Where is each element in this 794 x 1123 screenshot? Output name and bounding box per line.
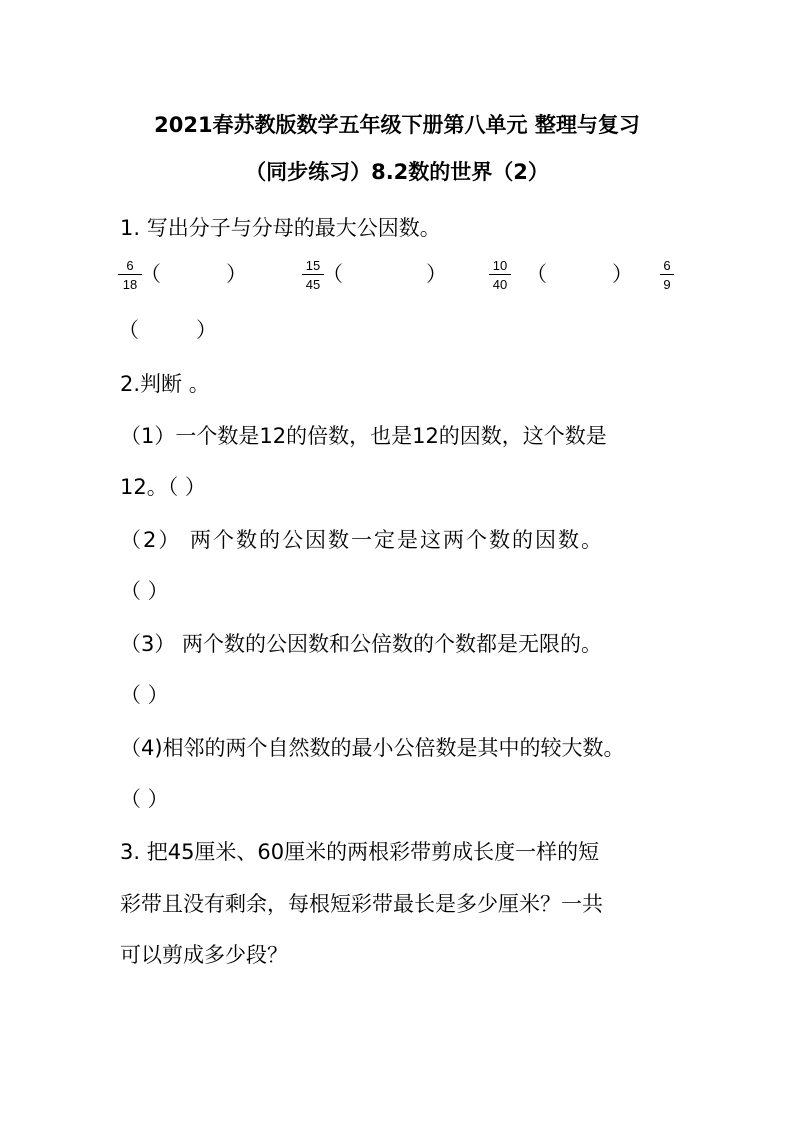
answer-blank-1-open: （ [140,262,161,286]
fraction-2-bar [302,274,324,275]
fraction-3-denominator: 40 [492,277,508,292]
judge-item-3-answer: （ ） [120,683,169,707]
fraction-3-bar [489,274,511,275]
judge-item-2-answer: （ ） [120,579,169,603]
fraction-3-numerator: 10 [492,258,508,273]
question-3-line-2: 彩带且没有剩余，每根短彩带最长是多少厘米？一共 [120,892,603,916]
answer-blank-4-close: ） [196,318,217,342]
judge-item-4-answer: （ ） [120,787,169,811]
page-title: 2021春苏教版数学五年级下册第八单元 整理与复习 [154,113,640,137]
answer-blank-2-close: ） [426,262,447,286]
fraction-4-bar [660,274,674,275]
fraction-2-numerator: 15 [305,258,321,273]
fraction-1-denominator: 18 [122,277,138,292]
fraction-1-bar [118,274,142,275]
fraction-2-denominator: 45 [305,277,321,292]
page-subtitle: （同步练习）8.2数的世界（2） [245,160,549,184]
fraction-2 [302,258,324,292]
fraction-3 [489,258,511,292]
judge-item-1-text: （1）一个数是12的倍数，也是12的因数，这个数是 [120,424,607,448]
answer-blank-3-close: ） [612,262,633,286]
fraction-4-denominator: 9 [663,277,671,292]
fraction-1-numerator: 6 [126,258,134,273]
question-2-prompt: 2.判断 。 [120,372,210,396]
question-1-prompt: 1. 写出分子与分母的最大公因数。 [120,216,441,240]
question-3-line-3: 可以剪成多少段？ [120,943,288,967]
answer-blank-4-open: （ [118,318,139,342]
answer-blank-1-close: ） [226,262,247,286]
question-3-line-1: 3. 把45厘米、60厘米的两根彩带剪成长度一样的短 [120,840,600,864]
judge-item-2-text: （2） 两个数的公因数一定是这两个数的因数。 [120,528,605,552]
judge-item-4-text: （4)相邻的两个自然数的最小公倍数是其中的较大数。 [120,736,625,760]
judge-item-1-answer: 12。（ ） [120,475,206,499]
judge-item-3-text: （3） 两个数的公因数和公倍数的个数都是无限的。 [120,632,603,656]
fraction-1 [118,258,142,292]
answer-blank-2-open: （ [322,262,343,286]
fraction-4-numerator: 6 [663,258,671,273]
answer-blank-3-open: （ [526,262,547,286]
fraction-4 [660,258,674,292]
